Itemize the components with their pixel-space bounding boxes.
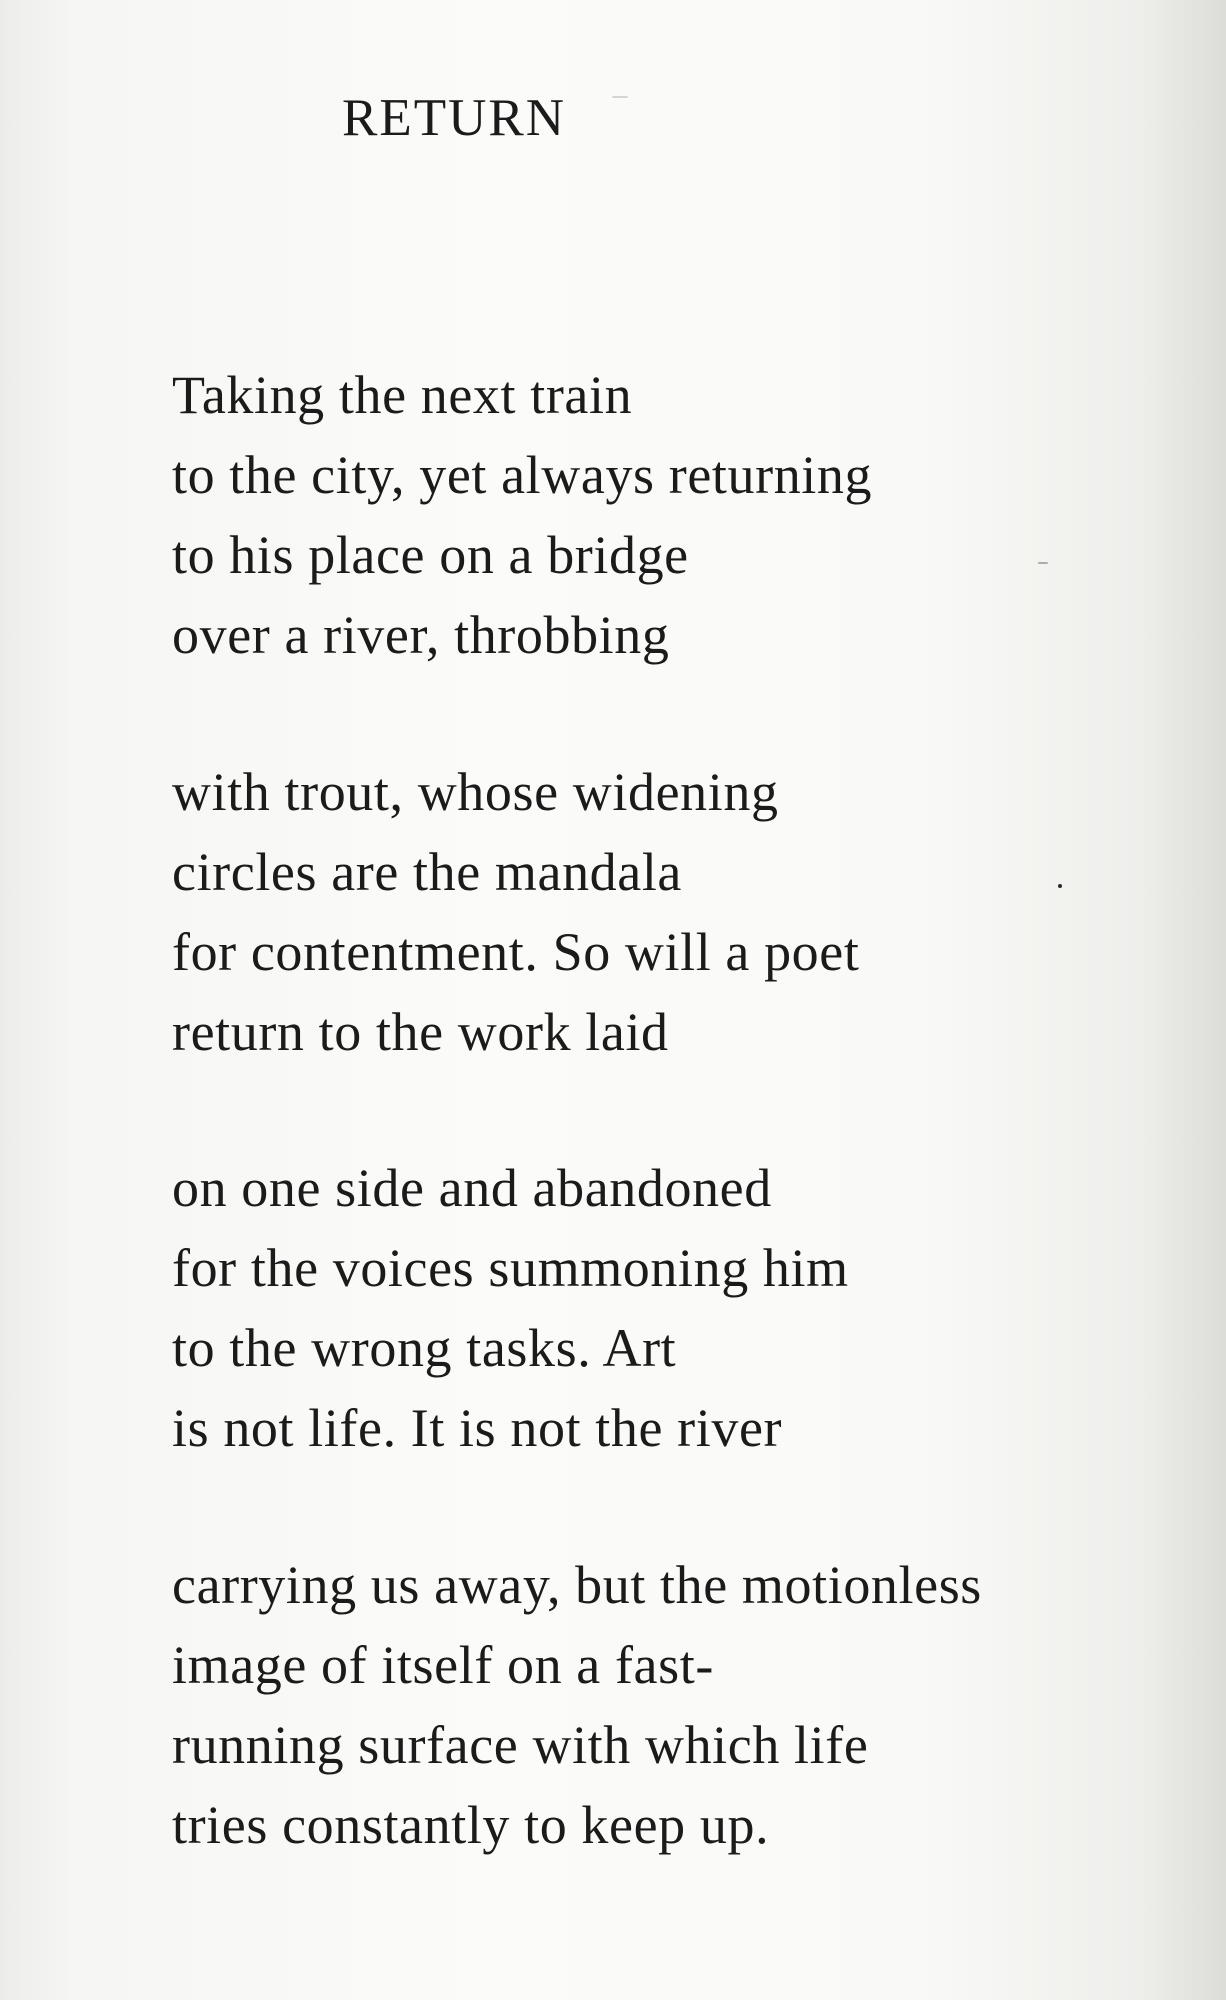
paper-speck bbox=[612, 96, 628, 98]
paper-speck bbox=[1058, 884, 1062, 888]
poem-title: RETURN bbox=[342, 89, 566, 147]
poem-line: carrying us away, but the motionless bbox=[172, 1555, 982, 1615]
poem-line: for contentment. So will a poet bbox=[172, 922, 860, 982]
poem-line: with trout, whose widening bbox=[172, 762, 779, 822]
poem-line: to the city, yet always returning bbox=[172, 445, 873, 505]
poem-line: over a river, throbbing bbox=[172, 605, 670, 665]
stanza-4 bbox=[172, 1545, 982, 1865]
poem-line: is not life. It is not the river bbox=[172, 1398, 783, 1458]
stanza-2 bbox=[172, 752, 859, 1072]
poem-line: image of itself on a fast- bbox=[172, 1635, 714, 1695]
poem-line: to his place on a bridge bbox=[172, 525, 689, 585]
poem-line: to the wrong tasks. Art bbox=[172, 1318, 677, 1378]
poem-line: for the voices summoning him bbox=[172, 1238, 849, 1298]
poem-line: return to the work laid bbox=[172, 1002, 669, 1062]
poem-line: on one side and abandoned bbox=[172, 1158, 772, 1218]
poem-line: tries constantly to keep up. bbox=[172, 1795, 770, 1855]
poem-line: Taking the next train bbox=[172, 365, 633, 425]
stanza-3 bbox=[172, 1148, 849, 1468]
poem-line: running surface with which life bbox=[172, 1715, 869, 1775]
paper-speck bbox=[1038, 562, 1048, 564]
stanza-1 bbox=[172, 355, 872, 675]
poem-line: circles are the mandala bbox=[172, 842, 683, 902]
